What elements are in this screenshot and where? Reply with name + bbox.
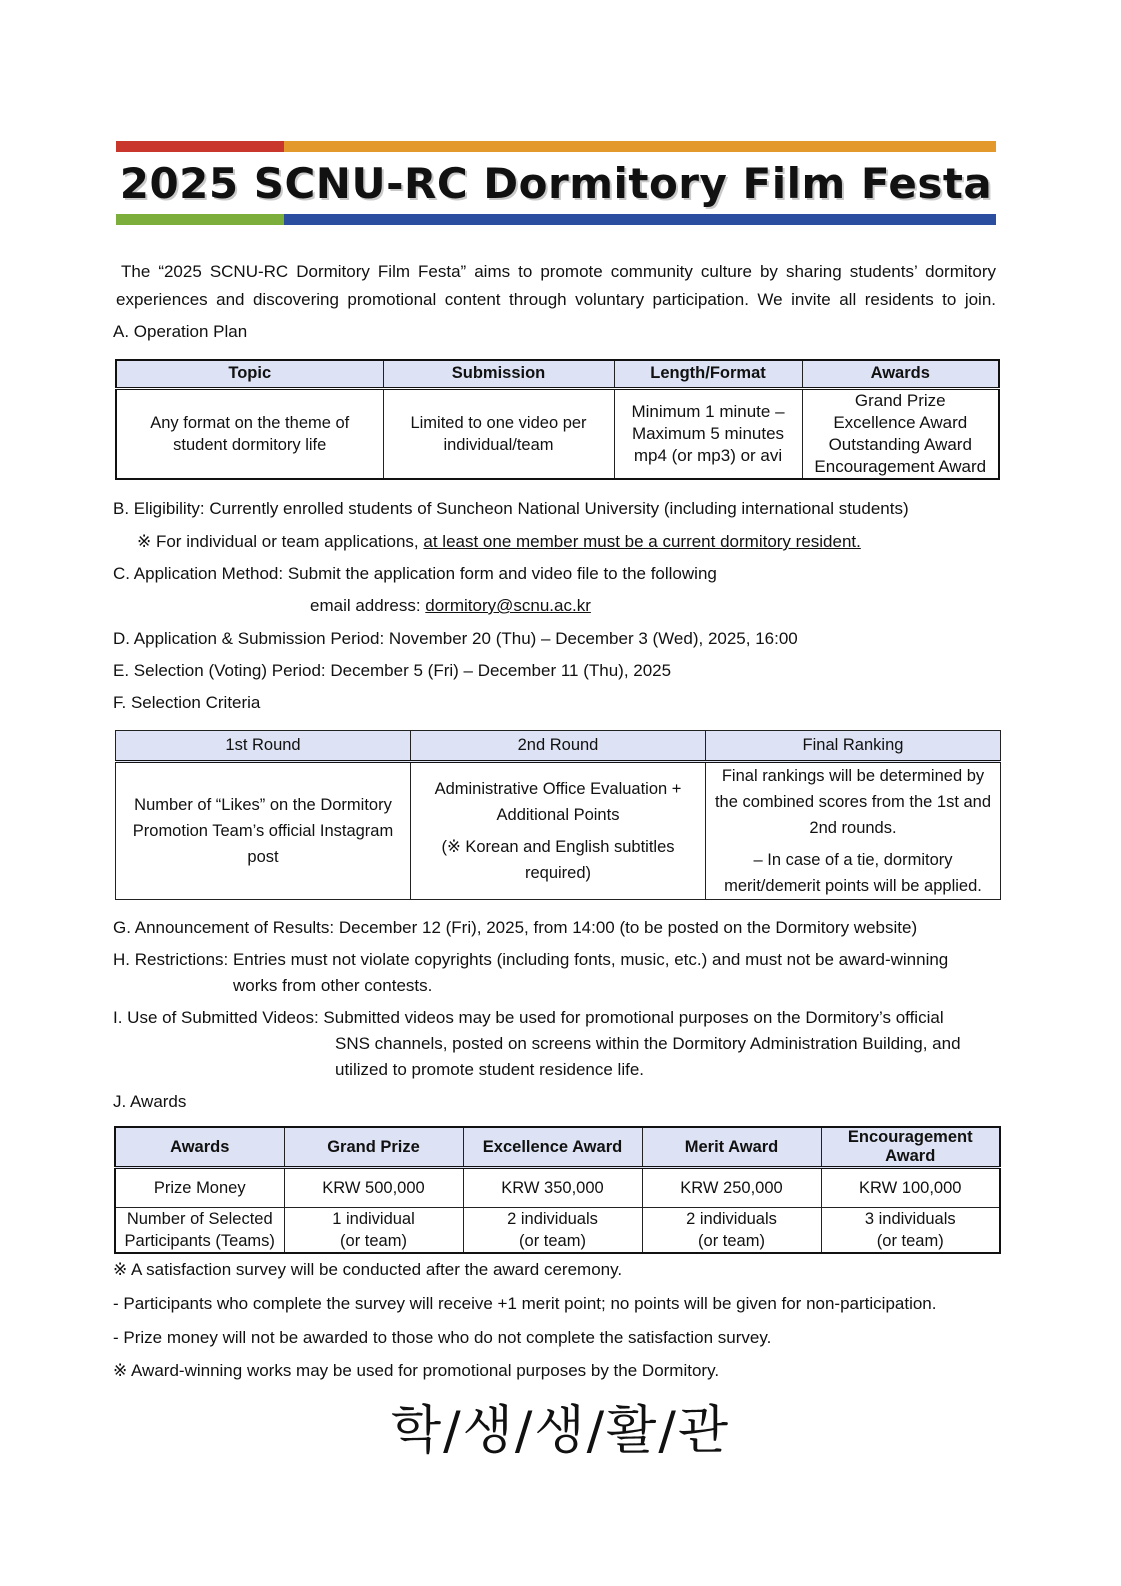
header-bar-green [116, 214, 284, 225]
count-label: Number of Selected Participants (Teams) [115, 1208, 284, 1254]
section-c-email: email address: dormitory@scnu.ac.kr [310, 596, 591, 615]
section-j-heading: J. Awards [113, 1092, 187, 1111]
awards-cell: Grand Prize Excellence Award Outstanding Award Encouragement Award [802, 388, 999, 479]
section-a-heading: A. Operation Plan [113, 322, 248, 341]
note-survey: ※ A satisfaction survey will be conducted after the award ceremony. [113, 1260, 623, 1279]
prize-merit: KRW 250,000 [642, 1168, 821, 1208]
table-header: 1st Round [116, 731, 411, 762]
count-merit: 2 individuals (or team) [642, 1208, 821, 1254]
table-header: Excellence Award [463, 1127, 642, 1168]
section-d-period: D. Application & Submission Period: November 20 (Thu) – December 3 (Wed), 2025, 16:00 [113, 629, 798, 648]
count-excellence: 2 individuals (or team) [463, 1208, 642, 1254]
topic-cell: Any format on the theme of student dormitory life [116, 388, 383, 479]
page-title: 2025 SCNU-RC Dormitory Film Festa [119, 159, 993, 208]
table-header: 2nd Round [411, 731, 706, 762]
awards-table [114, 1126, 1001, 1254]
table-header: Awards [802, 360, 999, 388]
email-link[interactable]: dormitory@scnu.ac.kr [425, 596, 591, 615]
prize-money-label: Prize Money [115, 1168, 284, 1208]
round1-cell: Number of “Likes” on the Dormitory Promotion Team’s official Instagram post [116, 762, 411, 900]
table-header: Final Ranking [706, 731, 1001, 762]
table-header: Topic [116, 360, 383, 388]
table-header: Encouragement Award [821, 1127, 1000, 1168]
note-merit-point: - Participants who complete the survey will receive +1 merit point; no points will be given for non-participation. [113, 1294, 937, 1313]
section-h-line1: H. Restrictions: Entries must not violate copyrights (including fonts, music, etc.) and must not be award-winning [113, 950, 949, 969]
header-bar-red [116, 141, 284, 152]
selection-criteria-table [115, 730, 1001, 900]
intro-line-1: The “2025 SCNU-RC Dormitory Film Festa” aims to promote community culture by sharing students’ dormitory [121, 262, 996, 281]
intro-line-2: experiences and discovering promotional content through voluntary participation. We invite all residents to join. [116, 290, 996, 309]
section-b-note: ※ For individual or team applications, at least one member must be a current dormitory resident. [137, 532, 861, 551]
operation-plan-table [115, 359, 1000, 480]
section-h-line2: works from other contests. [233, 976, 433, 995]
section-g-announcement: G. Announcement of Results: December 12 (Fri), 2025, from 14:00 (to be posted on the Dormitory website) [113, 918, 918, 937]
prize-encouragement: KRW 100,000 [821, 1168, 1000, 1208]
final-ranking-cell: Final rankings will be determined by the combined scores from the 1st and 2nd rounds. – In case of a tie, dormitory merit/demerit points will be applied. [706, 762, 1001, 900]
resident-requirement: at least one member must be a current dormitory resident. [423, 532, 861, 551]
note-promotional-use: ※ Award-winning works may be used for promotional purposes by the Dormitory. [113, 1361, 720, 1380]
issuer-signature: 학/생/생/활/관 [390, 1401, 731, 1461]
section-e-voting: E. Selection (Voting) Period: December 5 (Fri) – December 11 (Thu), 2025 [113, 661, 672, 680]
prize-grand: KRW 500,000 [284, 1168, 463, 1208]
section-f-heading: F. Selection Criteria [113, 693, 261, 712]
table-header: Merit Award [642, 1127, 821, 1168]
section-i-line2: SNS channels, posted on screens within the Dormitory Administration Building, and [335, 1034, 961, 1053]
header-bar-blue [284, 214, 996, 225]
round2-cell: Administrative Office Evaluation + Additional Points (※ Korean and English subtitles required) [411, 762, 706, 900]
section-i-line3: utilized to promote student residence life. [335, 1060, 645, 1079]
count-encouragement: 3 individuals (or team) [821, 1208, 1000, 1254]
count-grand: 1 individual (or team) [284, 1208, 463, 1254]
table-header: Grand Prize [284, 1127, 463, 1168]
table-header: Submission [383, 360, 614, 388]
intro-paragraph [116, 258, 996, 314]
section-b-eligibility: B. Eligibility: Currently enrolled students of Suncheon National University (including international students) [113, 499, 909, 518]
length-cell: Minimum 1 minute – Maximum 5 minutes mp4 (or mp3) or avi [614, 388, 802, 479]
note-prize-condition: - Prize money will not be awarded to those who do not complete the satisfaction survey. [113, 1328, 772, 1347]
prize-excellence: KRW 350,000 [463, 1168, 642, 1208]
table-header: Awards [115, 1127, 284, 1168]
submission-cell: Limited to one video per individual/team [383, 388, 614, 479]
table-header: Length/Format [614, 360, 802, 388]
header-bar-orange [284, 141, 996, 152]
section-c-method: C. Application Method: Submit the application form and video file to the following [113, 564, 717, 583]
section-i-line1: I. Use of Submitted Videos: Submitted videos may be used for promotional purposes on the Dormitory’s official [113, 1008, 944, 1027]
